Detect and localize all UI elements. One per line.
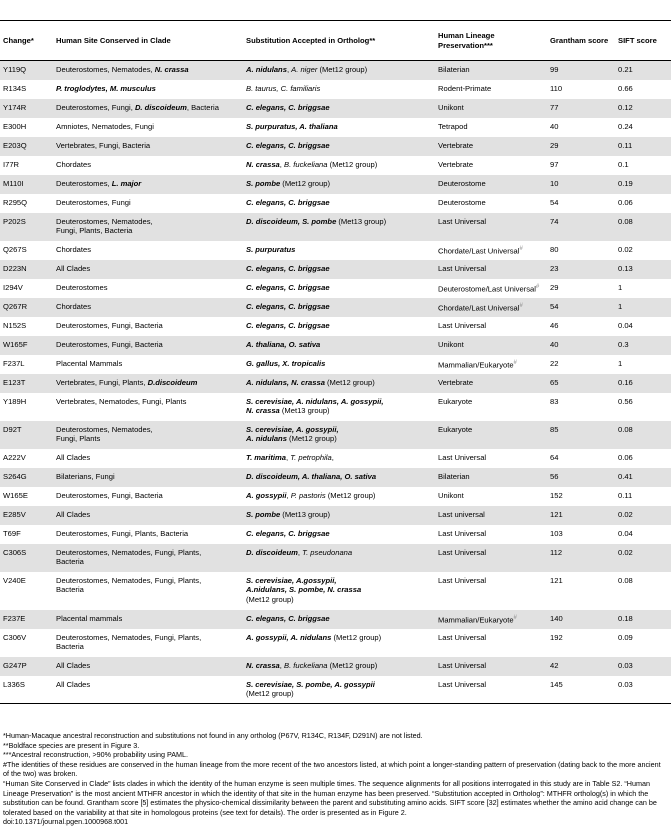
substitution-cell: C. elegans, C. briggsae — [243, 610, 435, 629]
sift-cell: 0.19 — [615, 175, 671, 194]
table-row — [0, 657, 671, 676]
table-row — [0, 80, 671, 99]
sift-cell: 0.06 — [618, 197, 633, 207]
grantham-cell: 103 — [550, 528, 563, 538]
sift-cell: 0.04 — [618, 528, 633, 538]
grantham-cell: 85 — [547, 421, 615, 449]
table-row — [0, 194, 671, 213]
sift-cell: 0.12 — [615, 99, 671, 118]
grantham-cell: 56 — [547, 468, 615, 487]
site-cell: Deuterostomes, Fungi, Bacteria — [56, 490, 163, 500]
lineage-cell: Vertebrate — [435, 374, 547, 393]
table-row — [0, 355, 671, 374]
table-row — [0, 393, 671, 421]
sift-cell: 0.66 — [618, 83, 633, 93]
sift-cell: 0.08 — [615, 421, 671, 449]
grantham-cell: 97 — [550, 159, 559, 169]
change-cell: P202S — [0, 213, 53, 241]
site-cell: All Clades — [53, 657, 243, 676]
change-cell: M110I — [0, 175, 53, 194]
lineage-cell: Unikont — [435, 336, 547, 355]
grantham-cell: 42 — [547, 657, 615, 676]
table-footnotes — [3, 731, 667, 827]
change-cell: F237E — [0, 610, 53, 629]
col-header-site: Human Site Conserved in Clade — [53, 22, 243, 61]
table-row — [0, 449, 671, 468]
substitution-cell: D. discoideum, S. pombe (Met13 group) — [243, 213, 435, 241]
lineage-cell: Vertebrate — [435, 137, 547, 156]
substitution-cell: C. elegans, C. briggsae — [243, 137, 435, 156]
lineage-cell: Last Universal — [438, 575, 487, 585]
lineage-cell: Last Universal — [438, 452, 487, 462]
site-cell: Vertebrates, Fungi, Plants, D.discoideum — [53, 374, 243, 393]
grantham-cell: 112 — [547, 544, 615, 572]
footnote-line: “Human Site Conserved in Clade” lists clades in which the identity of the human enzyme is seen multiple times. The sequence alignments for all positions interrogated in this study are in Table S2. “Human Lineage Preservation” is the most ancient MTHFR ancestor in which the identity of that site in the human enzyme has been preserved. “Substitution accepted in Ortholog”: MTHFR ortholog(s) in which the substitution can be found. Grantham score [5] estimates the physico-chemical dissimilarity between the parent and substituting amino acids. SIFT score [32] estimates whether the amino acid change can be tolerated based on the variability at that site in homologous proteins (see text for details). The order is presented as in Figure 2. — [3, 778, 657, 817]
sift-cell: 0.08 — [618, 575, 633, 585]
grantham-cell: 121 — [550, 575, 563, 585]
substitution-cell: S. purpuratus, A. thaliana — [246, 121, 338, 131]
table-row — [0, 260, 671, 279]
lineage-cell: Eukaryote — [438, 396, 473, 406]
change-cell: C306V — [3, 632, 27, 642]
site-cell: P. troglodytes, M. musculus — [56, 83, 156, 93]
substitution-cell: S. cerevisiae, S. pombe, A. gossypii (Met12 group) — [243, 676, 435, 704]
change-cell: F237L — [3, 358, 25, 368]
sift-cell: 0.11 — [618, 490, 633, 500]
table-row — [0, 317, 671, 336]
site-cell: Deuterostomes, Nematodes, Fungi, Plants, Bacteria — [53, 213, 243, 241]
sift-cell: 0.03 — [615, 676, 671, 704]
grantham-cell: 40 — [550, 121, 559, 131]
grantham-cell: 10 — [547, 175, 615, 194]
site-cell: Deuterostomes, Nematodes, Fungi, Plants, Bacteria — [53, 544, 243, 572]
grantham-cell: 65 — [547, 374, 615, 393]
sift-cell: 0.13 — [615, 260, 671, 279]
grantham-cell: 80 — [550, 244, 559, 254]
site-cell: Placental mammals — [53, 610, 243, 629]
change-cell: R134S — [3, 83, 27, 93]
site-cell: Deuterostomes, Nematodes, N. crassa — [53, 61, 243, 80]
substitution-cell: N. crassa, B. fuckeliana (Met12 group) — [246, 159, 378, 169]
table-row — [0, 629, 671, 657]
change-cell: S264G — [0, 468, 53, 487]
substitution-cell: A. gossypii, A. nidulans (Met12 group) — [246, 632, 382, 642]
table-row — [0, 336, 671, 355]
lineage-cell: Last Universal — [438, 320, 487, 330]
change-cell: E300H — [3, 121, 27, 131]
table-row — [0, 118, 671, 137]
col-header-sift: SIFT score — [615, 22, 671, 61]
sift-cell: 0.02 — [618, 244, 633, 254]
change-cell: E203Q — [0, 137, 53, 156]
footnote-line: #The identities of these residues are conserved in the human lineage from the more recent of the two ancestors listed, at which point a longer-standing pattern of preservation (dating back to the more ancient of the two) was broken. — [3, 759, 661, 779]
substitution-cell: S. pombe (Met13 group) — [243, 506, 435, 525]
table-row — [0, 421, 671, 449]
lineage-cell: Last Universal — [435, 676, 547, 704]
table-row — [0, 61, 671, 80]
site-cell: Chordates — [56, 244, 92, 254]
table-row — [0, 525, 671, 544]
table-row — [0, 137, 671, 156]
lineage-cell: Chordate/Last Universal# — [435, 298, 547, 317]
lineage-cell: Last Universal — [435, 544, 547, 572]
substitution-cell: C. elegans, C. briggsae — [246, 320, 330, 330]
substitution-cell: T. maritima, T. petrophila, — [246, 452, 334, 462]
substitution-cell: S. cerevisiae, A. gossypii, A. nidulans (Met12 group) — [243, 421, 435, 449]
change-cell: E123T — [0, 374, 53, 393]
change-cell: N152S — [3, 320, 27, 330]
site-cell: All Clades — [53, 260, 243, 279]
sift-cell: 0.16 — [615, 374, 671, 393]
table-row — [0, 279, 671, 298]
site-cell: Vertebrates, Fungi, Bacteria — [53, 137, 243, 156]
sift-cell: 0.02 — [615, 544, 671, 572]
grantham-cell: 152 — [550, 490, 563, 500]
lineage-cell: Tetrapod — [438, 121, 468, 131]
site-cell: Deuterostomes, Nematodes, Fungi, Plants, Bacteria — [56, 575, 202, 595]
lineage-cell: Rodent-Primate — [438, 83, 492, 93]
sift-cell: 0.21 — [615, 61, 671, 80]
change-cell: G247P — [0, 657, 53, 676]
top-band — [0, 0, 671, 17]
table-body — [0, 61, 671, 704]
sift-cell: 0.1 — [618, 159, 629, 169]
grantham-cell: 22 — [550, 358, 559, 368]
site-cell: Vertebrates, Nematodes, Fungi, Plants — [56, 396, 187, 406]
sift-cell: 0.11 — [615, 137, 671, 156]
site-cell: Deuterostomes, Fungi, D. discoideum, Bacteria — [53, 99, 243, 118]
change-cell: Q267R — [0, 298, 53, 317]
lineage-cell: Mammalian/Eukaryote# — [438, 359, 517, 370]
grantham-cell: 23 — [547, 260, 615, 279]
grantham-cell: 64 — [550, 452, 559, 462]
table-row — [0, 156, 671, 175]
table-row — [0, 298, 671, 317]
lineage-cell: Last Universal — [435, 657, 547, 676]
site-cell: Deuterostomes, Nematodes, Fungi, Plants, Bacteria — [56, 632, 202, 652]
table-top-rule — [0, 20, 671, 21]
sift-cell: 0.08 — [615, 213, 671, 241]
change-cell: L336S — [0, 676, 53, 704]
sift-cell: 1 — [615, 298, 671, 317]
change-cell: I294V — [3, 282, 23, 292]
substitution-cell: N. crassa, B. fuckeliana (Met12 group) — [243, 657, 435, 676]
table-row — [0, 506, 671, 525]
site-cell: Deuterostomes, Nematodes, Fungi, Plants — [53, 421, 243, 449]
table-row — [0, 572, 671, 610]
change-cell: E285V — [0, 506, 53, 525]
change-cell: Y174R — [0, 99, 53, 118]
substitutions-table — [0, 22, 671, 704]
site-cell: Placental Mammals — [56, 358, 123, 368]
grantham-cell: 83 — [550, 396, 559, 406]
site-cell: Deuterostomes, Fungi, Bacteria — [53, 336, 243, 355]
site-cell: Chordates — [53, 298, 243, 317]
change-cell: W165F — [0, 336, 53, 355]
table-row — [0, 544, 671, 572]
sift-cell: 0.02 — [615, 506, 671, 525]
substitution-cell: C. elegans, C. briggsae — [243, 99, 435, 118]
change-cell: Y189H — [3, 396, 27, 406]
col-header-change: Change* — [0, 22, 53, 61]
site-cell: Chordates — [56, 159, 92, 169]
sift-cell: 0.41 — [615, 468, 671, 487]
grantham-cell: 29 — [547, 137, 615, 156]
table-row — [0, 610, 671, 629]
change-cell: I77R — [3, 159, 20, 169]
grantham-cell: 121 — [547, 506, 615, 525]
substitution-cell: S. cerevisiae, A. nidulans, A. gossypii, N. crassa (Met13 group) — [246, 396, 384, 416]
lineage-cell: Eukaryote — [435, 421, 547, 449]
change-cell: T69F — [3, 528, 21, 538]
footnote-line: *Human-Macaque ancestral reconstruction and substitutions not found in any ortholog (P67V, R134C, R134F, D291N) are not listed. — [3, 731, 423, 740]
site-cell: Deuterostomes — [56, 282, 108, 292]
grantham-cell: 29 — [550, 282, 559, 292]
sift-cell: 0.09 — [618, 632, 633, 642]
table-row — [0, 99, 671, 118]
change-cell: Y119Q — [0, 61, 53, 80]
site-cell: Bilaterians, Fungi — [53, 468, 243, 487]
grantham-cell: 54 — [547, 298, 615, 317]
change-cell: W165E — [3, 490, 28, 500]
site-cell: All Clades — [56, 452, 91, 462]
substitution-cell: D. discoideum, A. thaliana, O. sativa — [243, 468, 435, 487]
site-cell: All Clades — [53, 676, 243, 704]
lineage-cell: Last Universal — [438, 632, 487, 642]
substitution-cell: S. purpuratus — [246, 244, 296, 254]
substitution-cell: C. elegans, C. briggsae — [243, 298, 435, 317]
substitution-cell: A. nidulans, N. crassa (Met12 group) — [243, 374, 435, 393]
site-cell: Deuterostomes, L. major — [53, 175, 243, 194]
table-row — [0, 374, 671, 393]
substitution-cell: A. nidulans, A. niger (Met12 group) — [243, 61, 435, 80]
lineage-cell: Deuterostome — [435, 175, 547, 194]
grantham-cell: 99 — [547, 61, 615, 80]
lineage-cell: Vertebrate — [438, 159, 474, 169]
table-row — [0, 487, 671, 506]
grantham-cell: 40 — [547, 336, 615, 355]
substitution-cell: C. elegans, C. briggsae — [246, 197, 330, 207]
sift-cell: 1 — [618, 358, 623, 368]
sift-cell: 0.18 — [615, 610, 671, 629]
table-row — [0, 175, 671, 194]
substitution-cell: S. cerevisiae, A.gossypii, A.nidulans, S. pombe, N. crassa (Met12 group) — [246, 575, 362, 604]
lineage-cell: Chordate/Last Universal# — [438, 245, 523, 256]
lineage-cell: Unikont — [435, 99, 547, 118]
col-header-grantham: Grantham score — [547, 22, 615, 61]
site-cell: Deuterostomes, Fungi, Plants, Bacteria — [56, 528, 189, 538]
table-row — [0, 213, 671, 241]
grantham-cell: 145 — [547, 676, 615, 704]
grantham-cell: 74 — [547, 213, 615, 241]
grantham-cell: 77 — [547, 99, 615, 118]
substitution-cell: D. discoideum, T. pseudonana — [243, 544, 435, 572]
lineage-cell: Unikont — [438, 490, 464, 500]
change-cell: Q267S — [3, 244, 27, 254]
footnote-line: **Boldface species are present in Figure 3. — [3, 740, 140, 750]
site-cell: Deuterostomes, Fungi — [56, 197, 131, 207]
sift-cell: 1 — [618, 282, 623, 292]
sift-cell: 0.06 — [618, 452, 633, 462]
sift-cell: 0.24 — [618, 121, 633, 131]
lineage-cell: Bilaterian — [435, 61, 547, 80]
change-cell: C306S — [0, 544, 53, 572]
sift-cell: 0.3 — [615, 336, 671, 355]
grantham-cell: 46 — [550, 320, 559, 330]
lineage-cell: Deuterostome — [438, 197, 486, 207]
site-cell: Deuterostomes, Fungi, Bacteria — [56, 320, 163, 330]
substitution-cell: G. gallus, X. tropicalis — [246, 358, 326, 368]
sift-cell: 0.04 — [618, 320, 633, 330]
lineage-cell: Last Universal — [438, 528, 487, 538]
grantham-cell: 54 — [550, 197, 559, 207]
lineage-cell: Bilaterian — [435, 468, 547, 487]
header-row — [0, 22, 671, 61]
table-row — [0, 241, 671, 260]
sift-cell: 0.03 — [615, 657, 671, 676]
lineage-cell: Last universal — [435, 506, 547, 525]
change-cell: D92T — [0, 421, 53, 449]
site-cell: All Clades — [53, 506, 243, 525]
lineage-cell: Deuterostome/Last Universal# — [438, 283, 540, 294]
grantham-cell: 192 — [550, 632, 563, 642]
grantham-cell: 110 — [550, 83, 563, 93]
substitution-cell: C. elegans, C. briggsae — [246, 282, 330, 292]
lineage-cell: Last Universal — [435, 260, 547, 279]
change-cell: R295Q — [3, 197, 28, 207]
substitution-cell: A. gossypii, P. pastoris (Met12 group) — [246, 490, 376, 500]
table-row — [0, 468, 671, 487]
substitution-cell: A. thaliana, O. sativa — [243, 336, 435, 355]
grantham-cell: 140 — [547, 610, 615, 629]
change-cell: D223N — [0, 260, 53, 279]
col-header-lineage: Human Lineage Preservation*** — [435, 22, 547, 61]
footnote-line: doi:10.1371/journal.pgen.1000968.t001 — [3, 817, 129, 827]
substitution-cell: S. pombe (Met12 group) — [243, 175, 435, 194]
change-cell: A222V — [3, 452, 26, 462]
sift-cell: 0.56 — [618, 396, 633, 406]
substitution-cell: B. taurus, C. familiaris — [246, 83, 321, 93]
lineage-cell: Last Universal — [435, 213, 547, 241]
substitution-cell: C. elegans, C. briggsae — [246, 528, 330, 538]
site-cell: Amniotes, Nematodes, Fungi — [56, 121, 154, 131]
col-header-substitution: Substitution Accepted in Ortholog** — [243, 22, 435, 61]
table-row — [0, 676, 671, 704]
footnote-line: ***Ancestral reconstruction, >90% probability using PAML. — [3, 750, 189, 760]
change-cell: V240E — [3, 575, 26, 585]
lineage-cell: Mammalian/Eukaryote# — [435, 610, 547, 629]
substitution-cell: C. elegans, C. briggsae — [243, 260, 435, 279]
